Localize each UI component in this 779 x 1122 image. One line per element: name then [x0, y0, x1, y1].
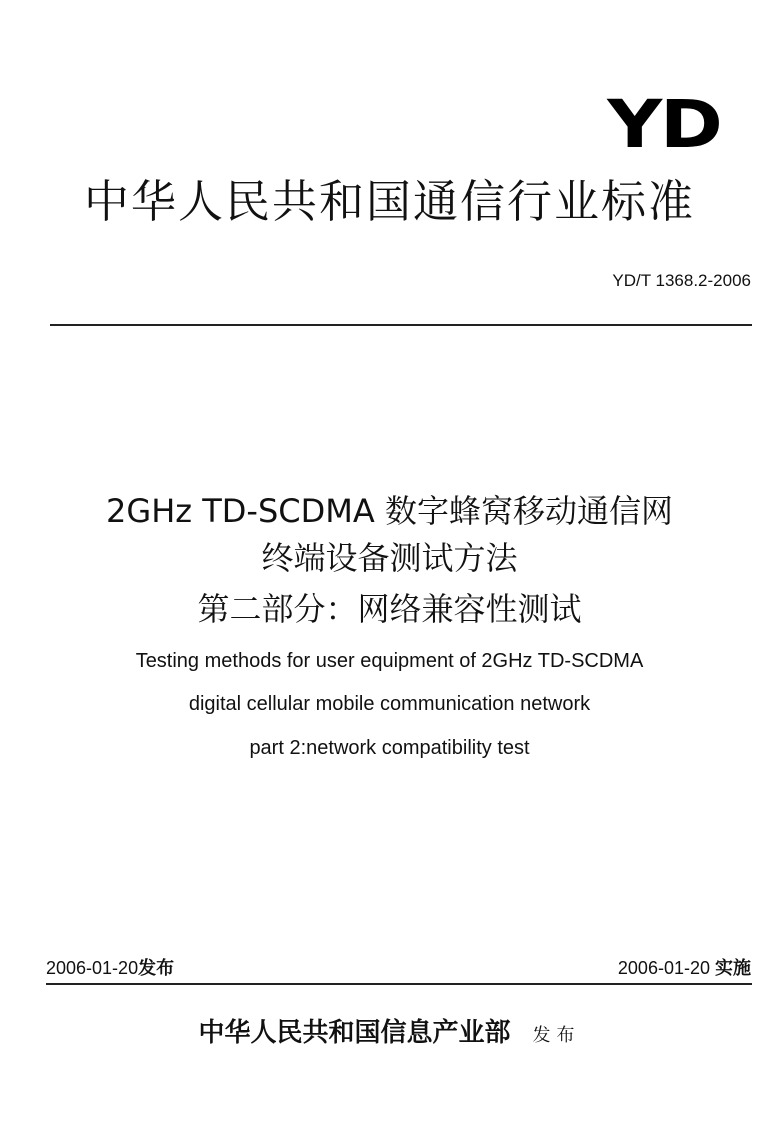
implement-date-block [618, 956, 751, 981]
issue-date-block [46, 956, 174, 981]
implement-label: 实施 [715, 958, 751, 979]
yd-logo: YD [607, 86, 721, 163]
title-en-line2: digital cellular mobile communication network [188, 693, 591, 715]
issuer-line [0, 1016, 779, 1053]
bottom-divider [46, 983, 752, 985]
top-divider [50, 324, 752, 326]
issue-date: 2006-01-20 [46, 958, 139, 978]
implement-date: 2006-01-20 [617, 958, 710, 978]
standard-number: YD/T 1368.2-2006 [612, 271, 751, 290]
standard-type-title: 中华人民共和国通信行业标准 [83, 175, 695, 228]
title-cn-line3: 第二部分：网络兼容性测试 [197, 590, 582, 628]
title-cn-line1: 2GHz TD-SCDMA 数字蜂窝移动通信网 [106, 492, 673, 530]
issuer-name: 中华人民共和国信息产业部 [198, 1018, 511, 1048]
title-en-line1: Testing methods for user equipment of 2GHz TD-SCDMA [135, 650, 644, 672]
title-en-line3: part 2:network compatibility test [249, 737, 530, 759]
issuer-action: 发布 [532, 1025, 581, 1046]
issue-label: 发布 [138, 958, 175, 979]
title-cn-line2: 终端设备测试方法 [261, 539, 518, 577]
